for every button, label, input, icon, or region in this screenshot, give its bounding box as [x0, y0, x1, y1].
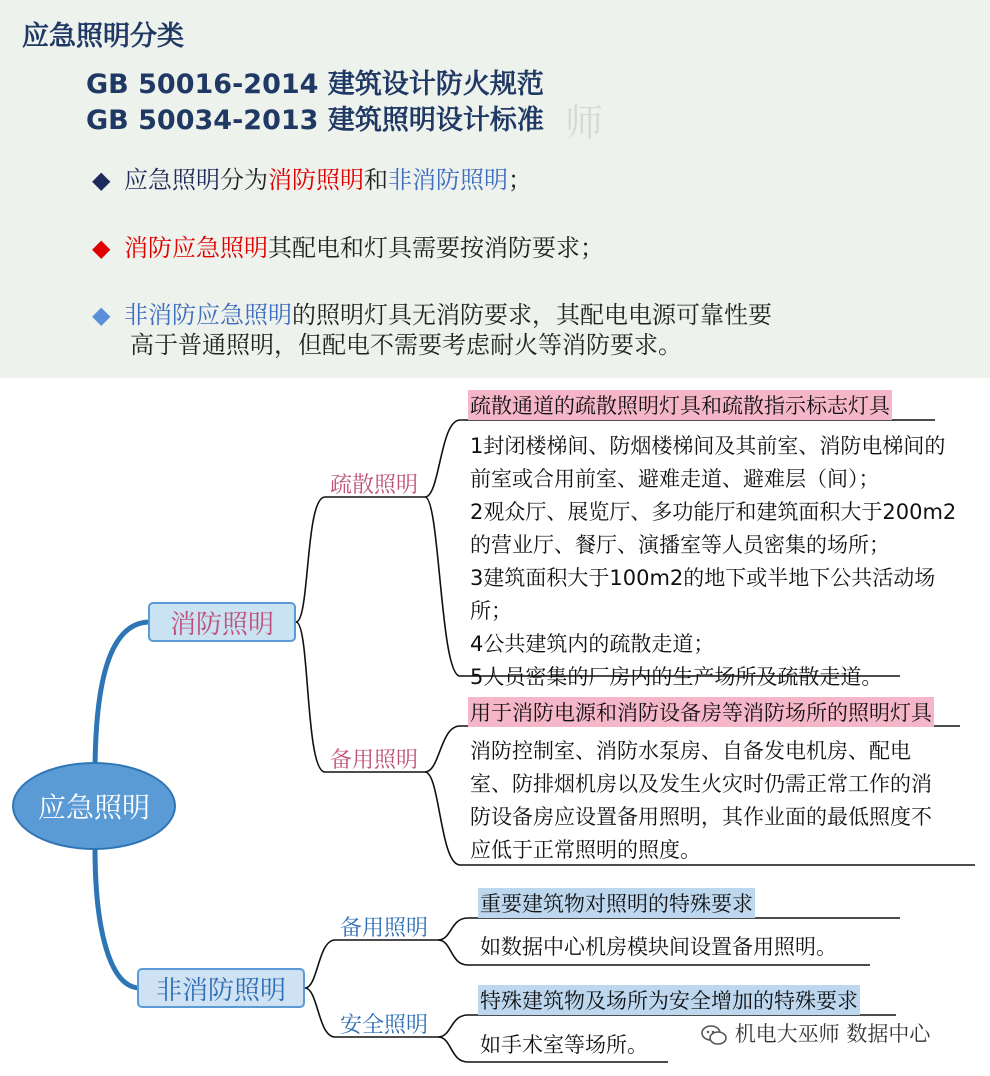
- standard-gb50016: GB 50016-2014 建筑设计防火规范: [86, 69, 544, 100]
- bullet-classification: ◆ 应急照明分为消防照明和非消防照明；: [92, 166, 532, 194]
- evac-highlight: 疏散通道的疏散照明灯具和疏散指示标志灯具: [468, 390, 892, 420]
- safety-highlight: 特殊建筑物及场所为安全增加的特殊要求: [478, 985, 860, 1015]
- diamond-icon: ◆: [92, 166, 111, 194]
- watermark-text: 师: [565, 101, 604, 145]
- wechat-credit: 机电大巫师 数据中心: [700, 1018, 930, 1048]
- branch-nonfire-standby: [305, 940, 438, 988]
- nf-standby-highlight: 重要建筑物对照明的特殊要求: [478, 888, 755, 918]
- node-fire-lighting: 消防照明: [148, 602, 296, 642]
- bullet-nonfire-line2: 高于普通照明，但配电不需要考虑耐火等消防要求。: [130, 331, 682, 359]
- branch-root-nonfire: [95, 848, 140, 988]
- branch-root-fire: [95, 622, 150, 775]
- evac-detail: 1封闭楼梯间、防烟楼梯间及其前室、消防电梯间的 前室或合用前室、避难走道、避难层（间）； 2观众厅、展览厅、多功能厅和建筑面积大于200m2 的营业厅、餐厅、演播室等人员密集的场所； 3建筑面积大于100m2的地下或半地下公共活动场 所； 4公共建筑内的疏散走道； 5人员密集的厂房内的生产场所及疏散走道。: [470, 434, 957, 689]
- diamond-icon: ◆: [92, 301, 111, 329]
- mindmap-root: 应急照明: [12, 762, 176, 850]
- node-fire-standby-lighting: 备用照明: [330, 748, 419, 773]
- node-nonfire-lighting: 非消防照明: [137, 968, 305, 1008]
- safety-detail: 如手术室等场所。: [480, 1033, 648, 1057]
- page-title: 应急照明分类: [22, 21, 184, 52]
- nf-standby-detail: 如数据中心机房模块间设置备用照明。: [480, 935, 837, 959]
- branch-fire-evac: [296, 497, 425, 622]
- bullet-nonfire-emergency: ◆ 非消防应急照明的照明灯具无消防要求，其配电电源可靠性要: [92, 301, 772, 329]
- node-evacuation-lighting: 疏散照明: [330, 473, 419, 498]
- standard-gb50034: GB 50034-2013 建筑照明设计标准: [86, 105, 544, 136]
- wechat-icon: [700, 1024, 728, 1046]
- standby-detail: 消防控制室、消防水泵房、自备发电机房、配电 室、防排烟机房以及发生火灾时仍需正常工作的消 防设备房应设置备用照明，其作业面的最低照度不 应低于正常照明的照度。: [470, 739, 932, 862]
- diamond-icon: ◆: [92, 234, 111, 262]
- standby-highlight: 用于消防电源和消防设备房等消防场所的照明灯具: [468, 697, 934, 727]
- bullet-fire-emergency: ◆ 消防应急照明其配电和灯具需要按消防要求；: [92, 234, 604, 262]
- node-nonfire-standby-lighting: 备用照明: [340, 916, 429, 941]
- node-safety-lighting: 安全照明: [340, 1013, 429, 1038]
